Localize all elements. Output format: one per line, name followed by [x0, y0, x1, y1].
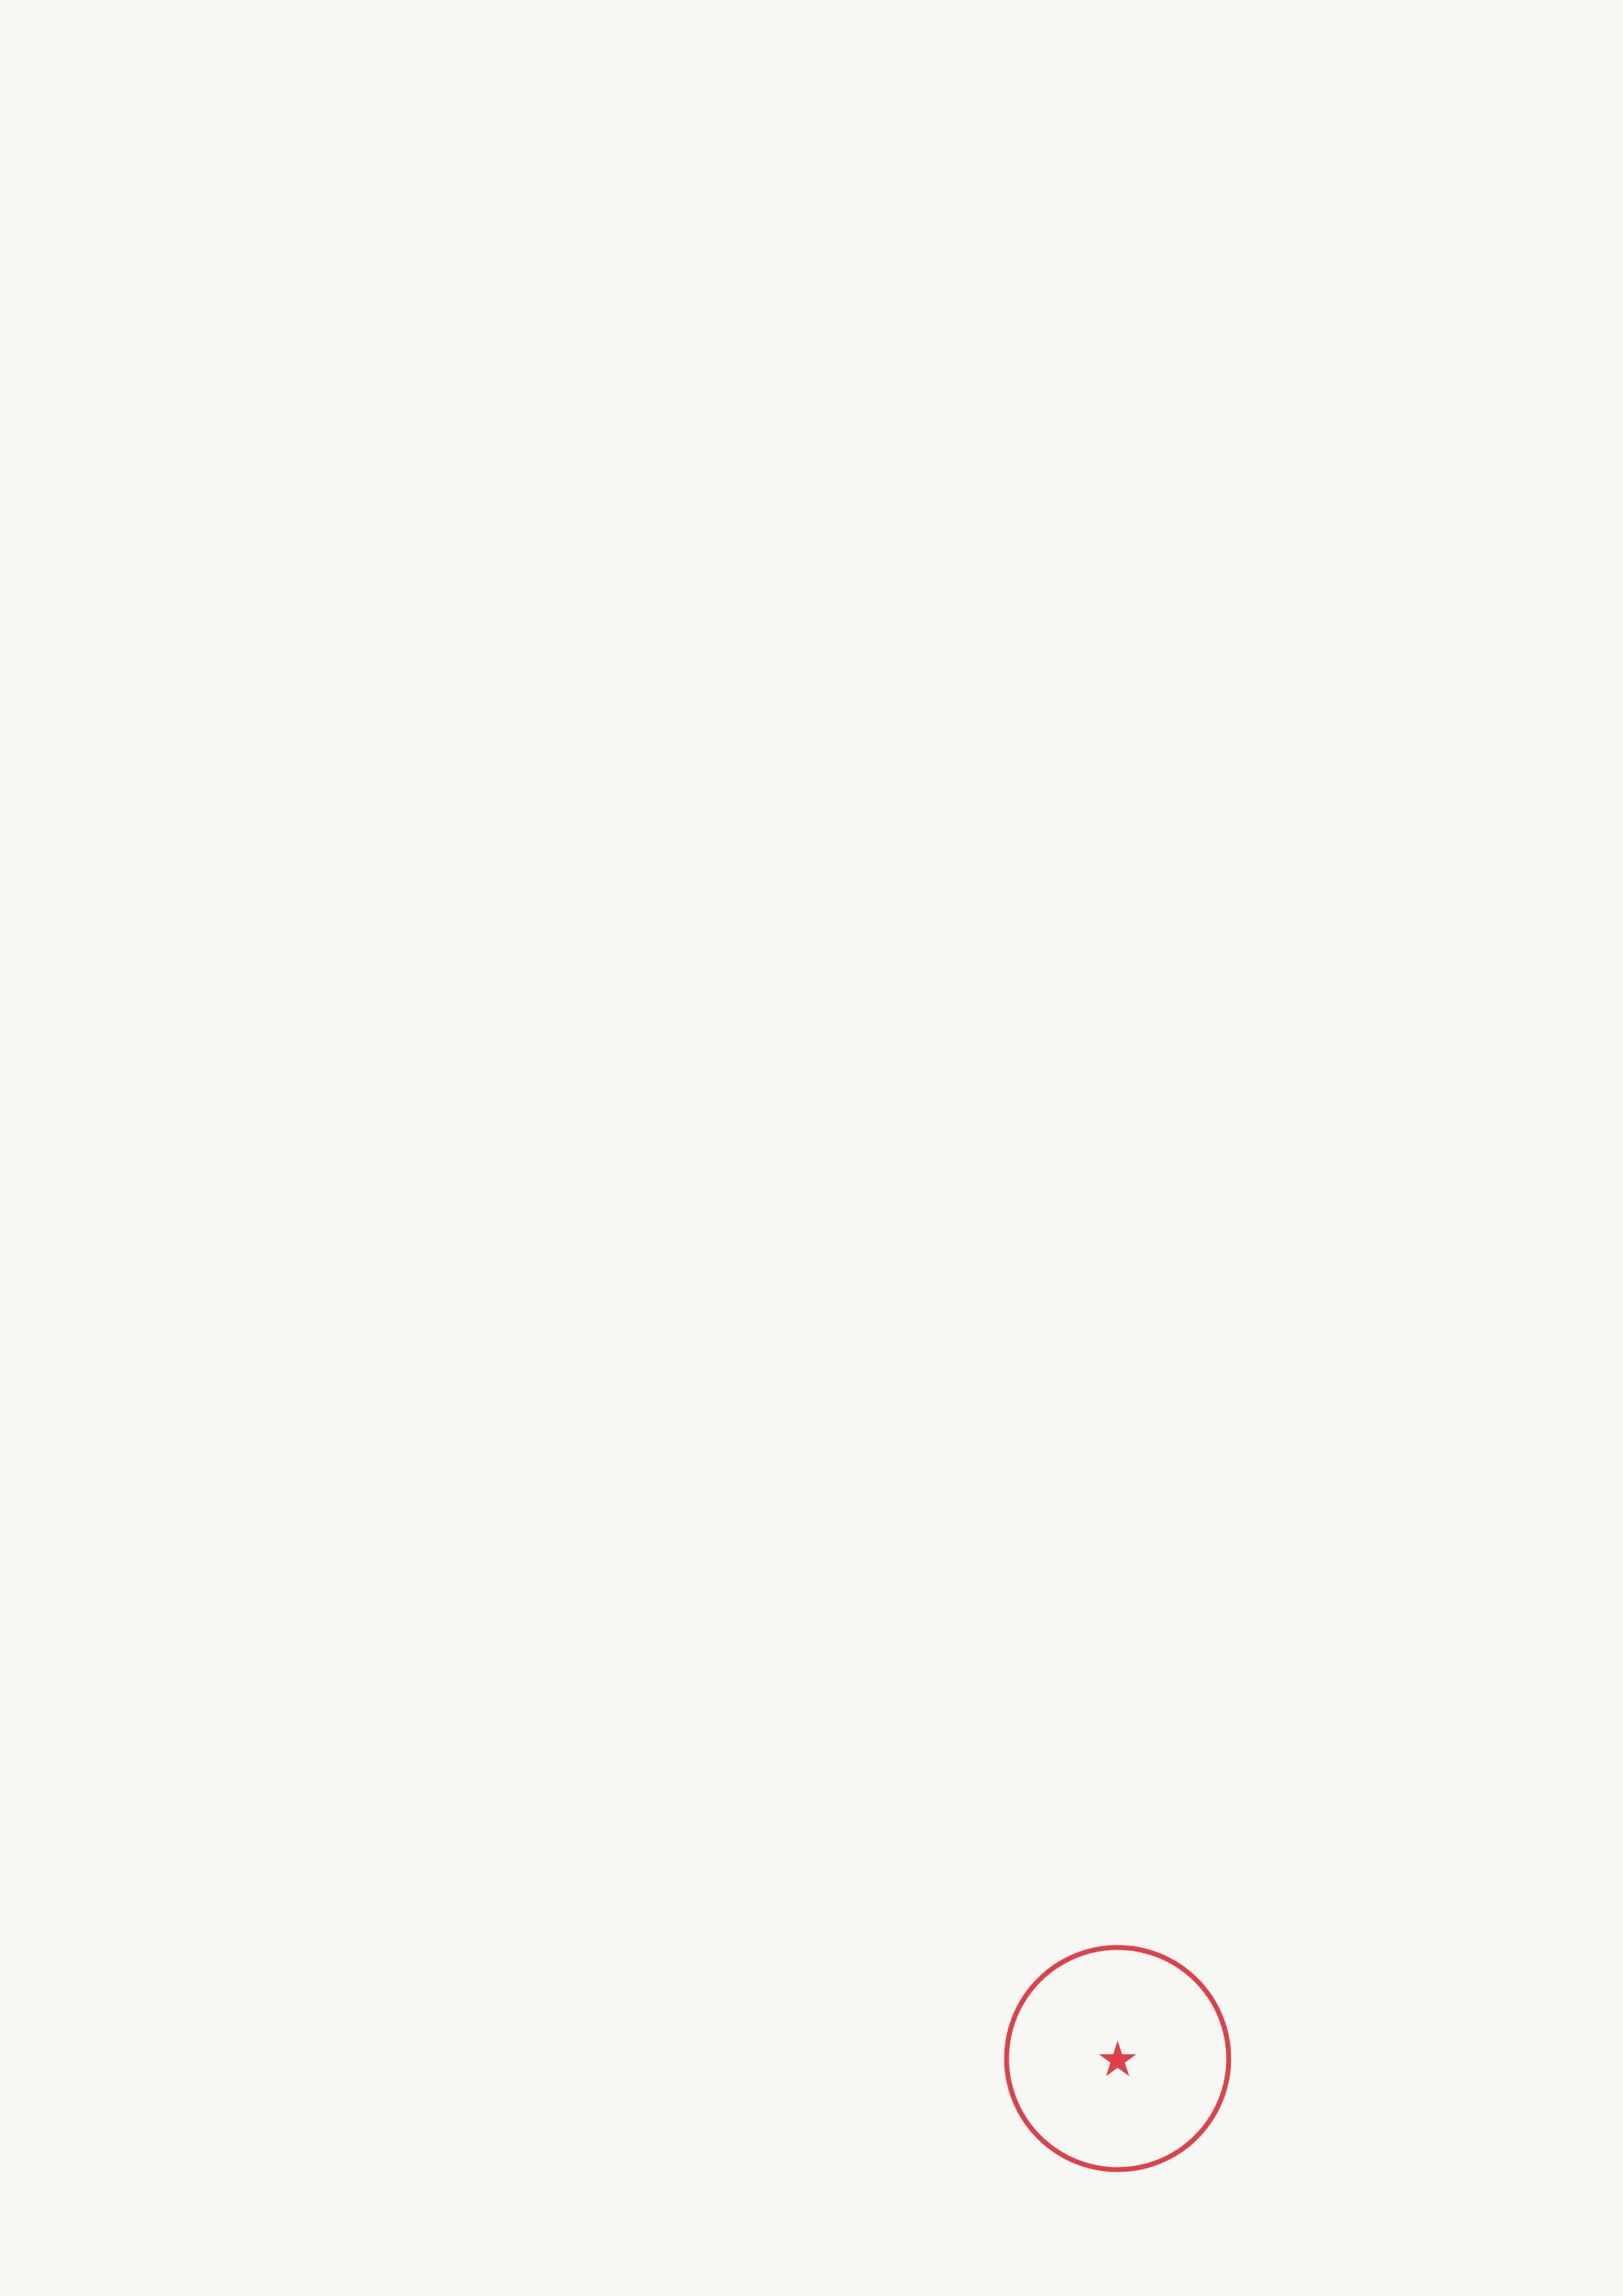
- seal-star-icon: ★: [1095, 2031, 1140, 2088]
- official-seal-stamp: [996, 1937, 1239, 2180]
